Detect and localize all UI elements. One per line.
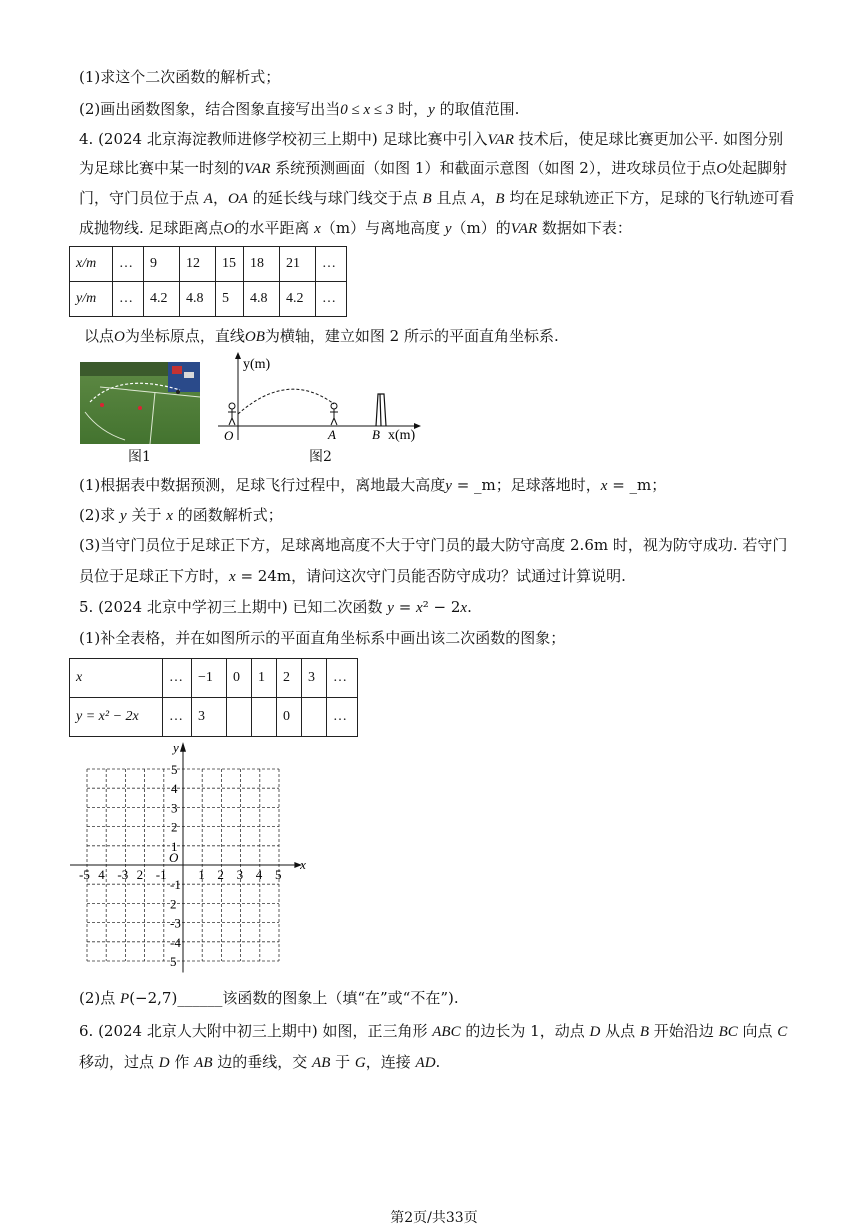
- x-tick-label: -1: [155, 867, 167, 882]
- y-tick-label: -3: [170, 915, 181, 931]
- q4-sub3-cont: 员位于足球正下方时，x = 24m，请问这次守门员能否防守成功？试通过计算说明.: [79, 567, 626, 585]
- q6-line1: 6. (2024 北京人大附中初三上期中) 如图，正三角形 ABC 的边长为 1，动点 D 从点 B 开始沿边 BC 向点 C: [79, 1022, 788, 1040]
- table-cell: [252, 698, 277, 737]
- table-cell: 4.8: [244, 282, 280, 317]
- x-tick-label: 5: [275, 867, 282, 882]
- fig2-point-b-label: B: [372, 427, 380, 442]
- table-cell: 4.2: [280, 282, 316, 317]
- x-tick-label: 3: [236, 867, 244, 882]
- table-cell: 2: [277, 659, 302, 698]
- table-cell: x: [70, 659, 163, 698]
- figure-1-caption: 图1: [128, 449, 151, 465]
- data-table-1: [69, 246, 347, 317]
- y-tick-label: -1: [170, 877, 181, 893]
- q4-sub1: (1)根据表中数据预测，足球飞行过程中，离地最大高度y = _m；足球落地时，x = _m；: [79, 476, 667, 494]
- y-tick-label: 2: [170, 896, 177, 912]
- table-cell: 1: [252, 659, 277, 698]
- figure-1-var-photo: [80, 362, 200, 444]
- q4-line4: 成抛物线. 足球距离点O的水平距离 x（m）与离地高度 y（m）的VAR 数据如下表：: [79, 219, 632, 237]
- table-cell: 15: [216, 247, 244, 282]
- x-tick-label: -3: [117, 867, 129, 882]
- table-cell: …: [327, 698, 358, 737]
- q4-line3: 门，守门员位于点 A，OA 的延长线与球门线交于点 B 且点 A，B 均在足球轨迹正下方，足球的飞行轨迹可看: [79, 189, 795, 207]
- table-cell: x/m: [70, 247, 113, 282]
- attacker-figure-icon: [228, 403, 236, 425]
- fig2-point-a-label: A: [328, 427, 336, 442]
- q4-sub3: (3)当守门员位于足球正下方，足球离地高度不大于守门员的最大防守高度 2.6m 时，视为防守成功. 若守门: [79, 536, 788, 554]
- table-cell: y = x² − 2x: [70, 698, 163, 737]
- q3-part2: (2)画出函数图象，结合图象直接写出当0 ≤ x ≤ 3 时，y 的取值范围.: [79, 100, 520, 118]
- table-cell: 3: [302, 659, 327, 698]
- x-tick-label: 2: [217, 867, 224, 882]
- table-cell: …: [327, 659, 358, 698]
- x-tick-label: 4: [98, 867, 105, 882]
- data-table-2: [69, 658, 358, 737]
- y-tick-label: 3: [171, 800, 178, 816]
- ball-trajectory: [238, 389, 334, 414]
- table-cell: 18: [244, 247, 280, 282]
- table-cell: 4.2: [144, 282, 180, 317]
- y-tick-label: -4: [170, 934, 181, 950]
- grid-y-axis-label: y: [173, 740, 179, 755]
- q4-line2: 为足球比赛中某一时刻的VAR 系统预测画面（如图 1）和截面示意图（如图 2），进攻球员位于点O处起脚射: [79, 159, 788, 177]
- y-tick-label: 2: [171, 819, 178, 835]
- y-axis-arrow-icon: [180, 742, 186, 752]
- coordinate-grid: [70, 740, 310, 980]
- table-cell: 12: [180, 247, 216, 282]
- table-cell: [227, 698, 252, 737]
- q3-part1: (1)求这个二次函数的解析式；: [79, 68, 281, 86]
- fig2-origin-label: O: [224, 428, 234, 443]
- fig2-y-axis-label: y(m): [243, 357, 271, 372]
- figure-2-schematic: [218, 350, 428, 445]
- x-tick-label: 2: [136, 867, 144, 882]
- q5-sub2: (2)点 P(−2,7)______该函数的图象上（填“在”或“不在”).: [79, 989, 459, 1007]
- q4-line1: 4. (2024 北京海淀教师进修学校初三上期中) 足球比赛中引入VAR 技术后，使足球比赛更加公平. 如图分别: [79, 130, 784, 148]
- y-tick-label: 5: [171, 762, 178, 777]
- table-cell: 4.8: [180, 282, 216, 317]
- table-row: [70, 659, 358, 698]
- x-tick-label: 4: [255, 867, 263, 882]
- fig2-x-axis-label: x(m): [388, 428, 416, 443]
- table-row: [70, 282, 347, 317]
- table-cell: 9: [144, 247, 180, 282]
- figure-2-caption: 图2: [309, 449, 332, 465]
- table-cell: …: [113, 247, 144, 282]
- q5-line1: 5. (2024 北京中学初三上期中) 已知二次函数 y = x² − 2x.: [79, 598, 472, 616]
- y-tick-label: 5: [170, 954, 177, 969]
- table-cell: …: [113, 282, 144, 317]
- goalkeeper-figure-icon: [330, 403, 338, 425]
- y-tick-label: 1: [171, 838, 178, 854]
- grid-origin-label: O: [169, 850, 179, 865]
- grid-x-axis-label: x: [300, 857, 306, 872]
- table-cell: 0: [227, 659, 252, 698]
- table-cell: …: [316, 247, 347, 282]
- table-cell: [302, 698, 327, 737]
- page-footer: 第2页/共33页: [390, 1210, 478, 1226]
- y-tick-label: 4: [171, 781, 178, 797]
- x-tick-label: -5: [79, 867, 90, 882]
- q6-line2: 移动，过点 D 作 AB 边的垂线，交 AB 于 G，连接 AD.: [79, 1053, 441, 1071]
- coordinate-setup-text: 以点O为坐标原点，直线OB为横轴，建立如图 2 所示的平面直角坐标系.: [84, 327, 559, 345]
- table-row: [70, 698, 358, 737]
- table-cell: 5: [216, 282, 244, 317]
- table-cell: 0: [277, 698, 302, 737]
- table-cell: 21: [280, 247, 316, 282]
- table-cell: −1: [192, 659, 227, 698]
- goal-post-icon: [376, 394, 386, 426]
- q4-sub2: (2)求 y 关于 x 的函数解析式；: [79, 506, 283, 524]
- x-tick-label: 1: [198, 867, 205, 882]
- table-cell: …: [163, 659, 192, 698]
- table-cell: …: [163, 698, 192, 737]
- q5-sub1: (1)补全表格，并在如图所示的平面直角坐标系中画出该二次函数的图象；: [79, 629, 566, 647]
- table-cell: 3: [192, 698, 227, 737]
- table-row: [70, 247, 347, 282]
- table-cell: y/m: [70, 282, 113, 317]
- table-cell: …: [316, 282, 347, 317]
